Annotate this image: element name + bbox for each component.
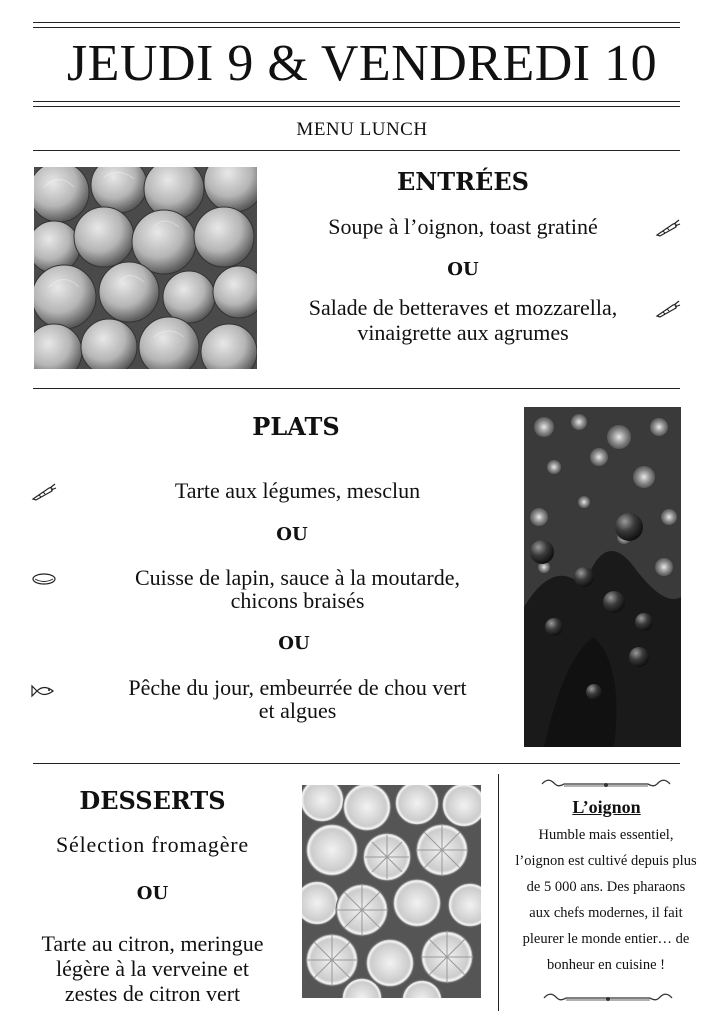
- sidebar-divider: [498, 774, 499, 1011]
- plat-or-separator-2: OU: [278, 633, 310, 654]
- title-rule-1: [33, 101, 680, 102]
- sidebar-line-2: l’oignon est cultivé depuis plus: [515, 853, 697, 869]
- menu-subtitle: MENU LUNCH: [296, 119, 428, 140]
- subtitle-rule: [33, 150, 680, 151]
- plat-3-line1: Pêche du jour, embeurrée de chou vert: [128, 675, 467, 700]
- fish-icon: [31, 683, 57, 699]
- sidebar-title: L’oignon: [572, 797, 641, 817]
- carrot-icon: [655, 219, 681, 237]
- top-rule-2: [33, 27, 680, 28]
- dessert-2-line3: zestes de citron vert: [64, 981, 241, 1006]
- page-title: JEUDI 9 & VENDREDI 10: [66, 35, 658, 92]
- plats-heading: PLATS: [252, 412, 340, 441]
- plat-2-line2: chicons braisés: [230, 588, 365, 613]
- entree-2-line1: Salade de betteraves et mozzarella,: [308, 295, 618, 320]
- berries-photo: [524, 407, 681, 747]
- plat-1-line1: Tarte aux légumes, mesclun: [174, 478, 421, 503]
- sidebar-line-5: pleurer le monde entier… de: [522, 931, 690, 947]
- entrees-heading: ENTRÉES: [397, 167, 529, 196]
- carrot-icon: [31, 483, 57, 501]
- entree-or-separator: OU: [447, 259, 479, 280]
- dessert-or-separator: OU: [136, 883, 169, 904]
- lemons-photo: [302, 785, 481, 998]
- entree-2-line2: vinaigrette aux agrumes: [357, 320, 569, 345]
- carrot-icon: [655, 300, 681, 318]
- ornament-top-icon: [538, 776, 674, 792]
- meat-icon: [31, 571, 57, 587]
- sidebar-line-6: bonheur en cuisine !: [547, 957, 665, 973]
- top-rule-1: [33, 22, 680, 23]
- sidebar-line-3: de 5 000 ans. Des pharaons: [526, 879, 686, 895]
- sidebar-line-1: Humble mais essentiel,: [538, 827, 674, 843]
- plat-3-line2: et algues: [258, 698, 337, 723]
- onions-photo: [34, 167, 257, 369]
- plats-rule: [33, 763, 680, 764]
- dessert-1-line1: Sélection fromagère: [56, 832, 249, 857]
- title-rule-2: [33, 106, 680, 107]
- dessert-2-line2: légère à la verveine et: [56, 956, 249, 981]
- dessert-2-line1: Tarte au citron, meringue: [41, 931, 264, 956]
- entree-1-line1: Soupe à l’oignon, toast gratiné: [328, 214, 598, 239]
- sidebar-line-4: aux chefs modernes, il fait: [529, 905, 683, 921]
- plat-or-separator-1: OU: [276, 524, 308, 545]
- entrees-rule: [33, 388, 680, 389]
- ornament-bottom-icon: [540, 990, 676, 1006]
- plat-2-line1: Cuisse de lapin, sauce à la moutarde,: [134, 565, 460, 590]
- desserts-heading: DESSERTS: [79, 786, 226, 815]
